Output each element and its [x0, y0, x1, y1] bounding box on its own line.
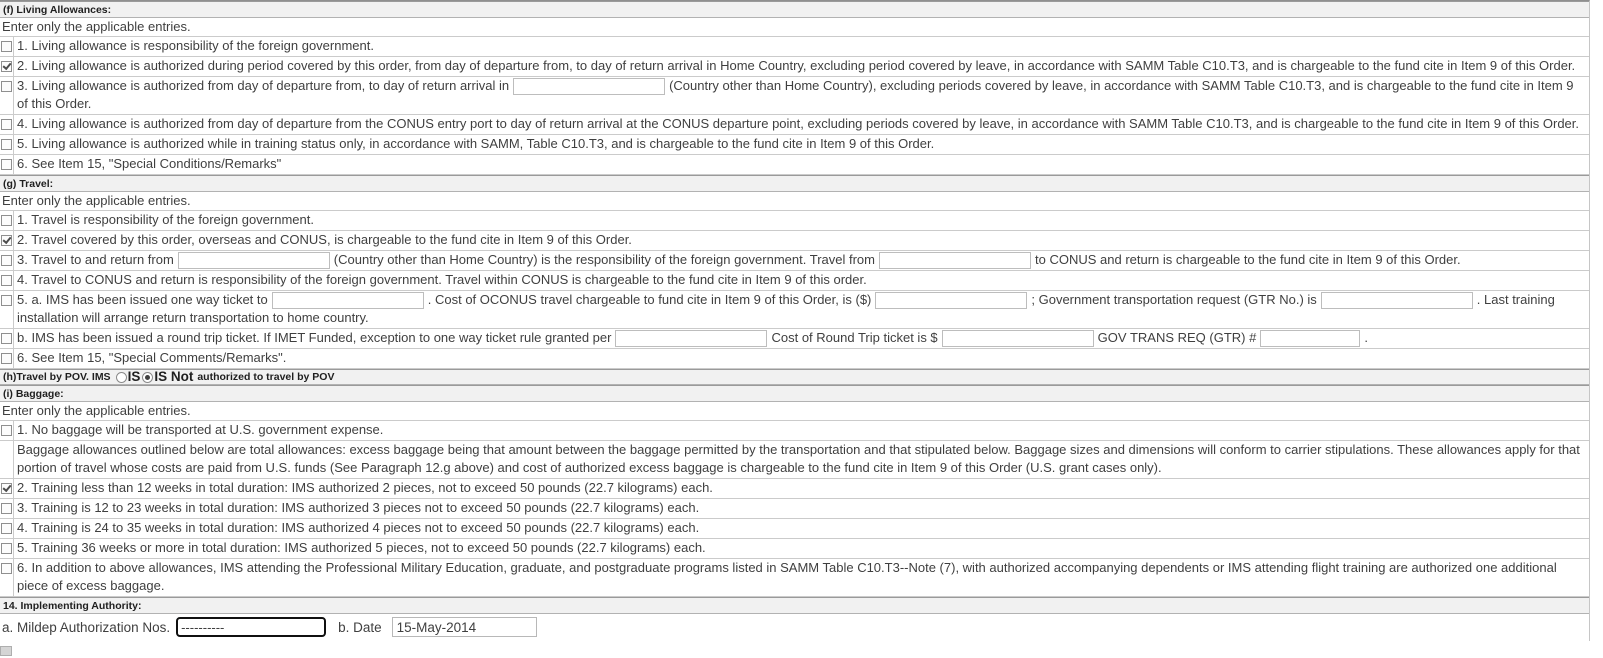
travel-3-text-2: (Country other than Home Country) is the responsibility of the foreign government. Travel from — [333, 252, 875, 268]
checkbox-cell — [0, 211, 14, 230]
baggage-checkbox-6[interactable] — [1, 563, 12, 574]
date-input[interactable] — [392, 617, 537, 637]
intro-text: Enter only the applicable entries. — [2, 19, 191, 34]
checkbox-cell — [0, 519, 14, 538]
travel-5a-text-3: ; Government transportation request (GTR No.) is — [1031, 292, 1317, 308]
mildep-authorization-label: a. Mildep Authorization Nos. — [2, 619, 171, 635]
section-14-title: 14. Implementing Authority: — [3, 600, 142, 613]
living-allowance-row-3 — [0, 77, 1589, 115]
gov-trans-req-input[interactable] — [1260, 330, 1360, 347]
section-header-implementing-authority — [0, 597, 1589, 614]
travel-5b-text-1: b. IMS has been issued a round trip ticket. If IMET Funded, exception to one way ticket rule granted per — [17, 330, 612, 346]
travel-checkbox-2[interactable] — [1, 235, 12, 246]
implementing-authority-row — [0, 614, 1589, 641]
living-allowance-row-2 — [0, 57, 1589, 77]
baggage-row-3 — [0, 499, 1589, 519]
travel-checkbox-3[interactable] — [1, 255, 12, 266]
checkbox-cell — [0, 57, 14, 76]
empty-cell — [0, 441, 14, 478]
baggage-row-1 — [0, 421, 1589, 441]
baggage-option-2-label: 2. Training less than 12 weeks in total duration: IMS authorized 2 pieces, not to exceed 50 pounds (22.7 kilograms) each. — [17, 480, 713, 496]
mildep-authorization-input[interactable] — [176, 617, 326, 637]
option-3-text-after: (Country other than Home Country), excluding periods covered by leave, in accordance with SAMM Table C10.T3, and is chargeable to the fund cite in Item 9 of this Order. — [17, 78, 1574, 112]
baggage-option-6-label: 6. In addition to above allowances, IMS attending the Professional Military Education, graduate, and postgraduate programs listed in SAMM Table C10.T3--Note (7), with authorized accompanying dependents or IMS attending flight training are authorized one additional piece of excess baggage. — [17, 560, 1557, 594]
baggage-checkbox-1[interactable] — [1, 425, 12, 436]
baggage-option-3-label: 3. Training is 12 to 23 weeks in total duration: IMS authorized 3 pieces not to exceed 50 pounds (22.7 kilograms) each. — [17, 500, 700, 516]
pov-is-label: IS — [127, 369, 141, 385]
living-allowance-row-6 — [0, 155, 1589, 175]
checkbox-cell — [0, 559, 14, 596]
date-label: b. Date — [338, 619, 382, 635]
ticket-rule-exception-input[interactable] — [615, 330, 767, 347]
pov-is-not-radio[interactable] — [142, 372, 153, 383]
pov-label-prefix: (h)Travel by POV. IMS — [3, 371, 111, 384]
checkbox-cell — [0, 37, 14, 56]
travel-row-5a — [0, 291, 1589, 329]
living-allowance-option-3-label — [14, 77, 1589, 114]
baggage-intro — [0, 402, 1589, 421]
baggage-row-4 — [0, 519, 1589, 539]
pov-is-radio[interactable] — [116, 372, 127, 383]
section-header-travel-by-pov — [0, 369, 1589, 385]
checkbox-cell — [0, 155, 14, 174]
living-allowance-option-4-label: 4. Living allowance is authorized from day of departure from the CONUS entry port to day of return arrival at the CONUS departure point, excluding periods covered by leave, in accordance with SAMM Table C10.T3, and is chargeable to the fund cite in Item 9 of this Order. — [17, 116, 1579, 132]
travel-5b-text-4: . — [1364, 330, 1368, 346]
travel-option-2-label: 2. Travel covered by this order, overseas and CONUS, is chargeable to the fund cite in Item 9 of this Order. — [17, 232, 632, 248]
travel-option-6-label: 6. See Item 15, "Special Comments/Remarks". — [17, 350, 287, 366]
travel-checkbox-1[interactable] — [1, 215, 12, 226]
travel-row-6 — [0, 349, 1589, 369]
baggage-row-5 — [0, 539, 1589, 559]
baggage-option-4-label: 4. Training is 24 to 35 weeks in total duration: IMS authorized 4 pieces not to exceed 50 pounds (22.7 kilograms) each. — [17, 520, 700, 536]
travel-5a-text-1: 5. a. IMS has been issued one way ticket to — [17, 292, 268, 308]
baggage-row-2 — [0, 479, 1589, 499]
living-allowance-checkbox-3[interactable] — [1, 81, 12, 92]
baggage-checkbox-2[interactable] — [1, 483, 12, 494]
living-allowance-row-1 — [0, 37, 1589, 57]
living-allowance-option-5-label: 5. Living allowance is authorized while in training status only, in accordance with SAMM, Table C10.T3, and is chargeable to the fund cite in Item 9 of this Order. — [17, 136, 935, 152]
option-3-text-before: 3. Living allowance is authorized from day of departure from, to day of return arrival in — [17, 78, 510, 93]
travel-5a-text-2: . Cost of OCONUS travel chargeable to fund cite in Item 9 of this Order, is ($) — [427, 292, 872, 308]
oconus-cost-input[interactable] — [875, 292, 1027, 309]
checkbox-cell — [0, 77, 14, 114]
travel-5b-text-3: GOV TRANS REQ (GTR) # — [1097, 330, 1257, 346]
living-allowances-intro — [0, 18, 1589, 37]
pov-is-not-label: IS Not — [154, 369, 194, 385]
living-allowance-row-4 — [0, 115, 1589, 135]
gtr-number-input[interactable] — [1321, 292, 1473, 309]
section-header-travel — [0, 175, 1589, 192]
travel-row-3 — [0, 251, 1589, 271]
section-f-title: (f) Living Allowances: — [3, 4, 112, 16]
checkbox-cell — [0, 291, 14, 328]
travel-5b-text-2: Cost of Round Trip ticket is $ — [771, 330, 938, 346]
baggage-allowances-note: Baggage allowances outlined below are total allowances: excess baggage being that amount between the baggage permitted by the transportation and that stipulated below. Baggage sizes and dimensions will conform to carrier stipulations. These allowances apply for that portion of travel whose costs are paid from U.S. funds (See Paragraph 12.g above) and cost of authorized excess baggage is chargeable to the fund cite in Item 9 of this Order (U.S. grant cases only). — [17, 442, 1580, 476]
travel-option-3-label — [14, 251, 1589, 270]
checkbox-cell — [0, 349, 14, 368]
baggage-row-6 — [0, 559, 1589, 597]
pov-label-suffix: authorized to travel by POV — [197, 371, 335, 384]
living-allowance-checkbox-1[interactable] — [1, 41, 12, 52]
living-allowance-option-1-label: 1. Living allowance is responsibility of the foreign government. — [17, 38, 374, 53]
living-allowance-checkbox-6[interactable] — [1, 159, 12, 170]
checkbox-cell — [0, 115, 14, 134]
travel-option-4-label: 4. Travel to CONUS and return is responsibility of the foreign government. Travel within CONUS is chargeable to the fund cite in Item 9 of this order. — [17, 272, 867, 288]
living-allowance-checkbox-4[interactable] — [1, 119, 12, 130]
checkbox-cell — [0, 329, 14, 348]
travel-option-5b-label — [14, 329, 1589, 348]
section-g-title: (g) Travel: — [3, 178, 54, 191]
living-allowance-option-2-label: 2. Living allowance is authorized during period covered by this order, from day of departure from, to day of return arrival in Home Country, excluding period covered by leave, in accordance with SAMM Table C10.T3, and is chargeable to the fund cite in Item 9 of this Order. — [17, 58, 1576, 73]
travel-option-1-label: 1. Travel is responsibility of the foreign government. — [17, 212, 314, 228]
baggage-option-1-label: 1. No baggage will be transported at U.S. government expense. — [17, 422, 384, 438]
checkbox-cell — [0, 251, 14, 270]
travel-row-4 — [0, 271, 1589, 291]
living-allowance-checkbox-5[interactable] — [1, 139, 12, 150]
travel-3-text-3: to CONUS and return is chargeable to the fund cite in Item 9 of this Order. — [1035, 252, 1461, 268]
round-trip-cost-input[interactable] — [942, 330, 1094, 347]
travel-row-1 — [0, 211, 1589, 231]
baggage-option-5-label: 5. Training 36 weeks or more in total duration: IMS authorized 5 pieces, not to exceed 50 pounds (22.7 kilograms) each. — [17, 540, 706, 556]
baggage-checkbox-5[interactable] — [1, 543, 12, 554]
travel-country-input[interactable] — [178, 252, 330, 269]
section-header-living-allowances — [0, 1, 1589, 18]
intro-text: Enter only the applicable entries. — [2, 403, 191, 419]
travel-intro — [0, 192, 1589, 211]
section-header-baggage — [0, 385, 1589, 402]
living-allowance-checkbox-2[interactable] — [1, 61, 12, 72]
checkbox-cell — [0, 421, 14, 440]
baggage-checkbox-4[interactable] — [1, 523, 12, 534]
baggage-checkbox-3[interactable] — [1, 503, 12, 514]
travel-from-input[interactable] — [879, 252, 1031, 269]
travel-checkbox-4[interactable] — [1, 275, 12, 286]
checkbox-cell — [0, 539, 14, 558]
travel-option-5a-label — [14, 291, 1589, 328]
living-allowance-option-6-label: 6. See Item 15, "Special Conditions/Remarks" — [17, 156, 282, 172]
checkbox-cell — [0, 135, 14, 154]
checkbox-cell — [0, 231, 14, 250]
travel-checkbox-6[interactable] — [1, 353, 12, 364]
living-allowance-row-5 — [0, 135, 1589, 155]
checkbox-cell — [0, 499, 14, 518]
checkbox-cell — [0, 479, 14, 498]
travel-row-5b — [0, 329, 1589, 349]
scrollbar-fragment[interactable] — [0, 646, 12, 656]
travel-3-text-1: 3. Travel to and return from — [17, 252, 174, 268]
travel-row-2 — [0, 231, 1589, 251]
travel-checkbox-5b[interactable] — [1, 333, 12, 344]
living-allowance-country-input[interactable] — [513, 78, 665, 95]
one-way-ticket-to-input[interactable] — [272, 292, 424, 309]
baggage-note-row — [0, 441, 1589, 479]
travel-5a-text-4: . Last training installation will arrange return transportation to home country. — [17, 292, 1555, 326]
checkbox-cell — [0, 271, 14, 290]
intro-text: Enter only the applicable entries. — [2, 193, 191, 209]
travel-checkbox-5a[interactable] — [1, 295, 12, 306]
section-i-title: (i) Baggage: — [3, 388, 64, 401]
